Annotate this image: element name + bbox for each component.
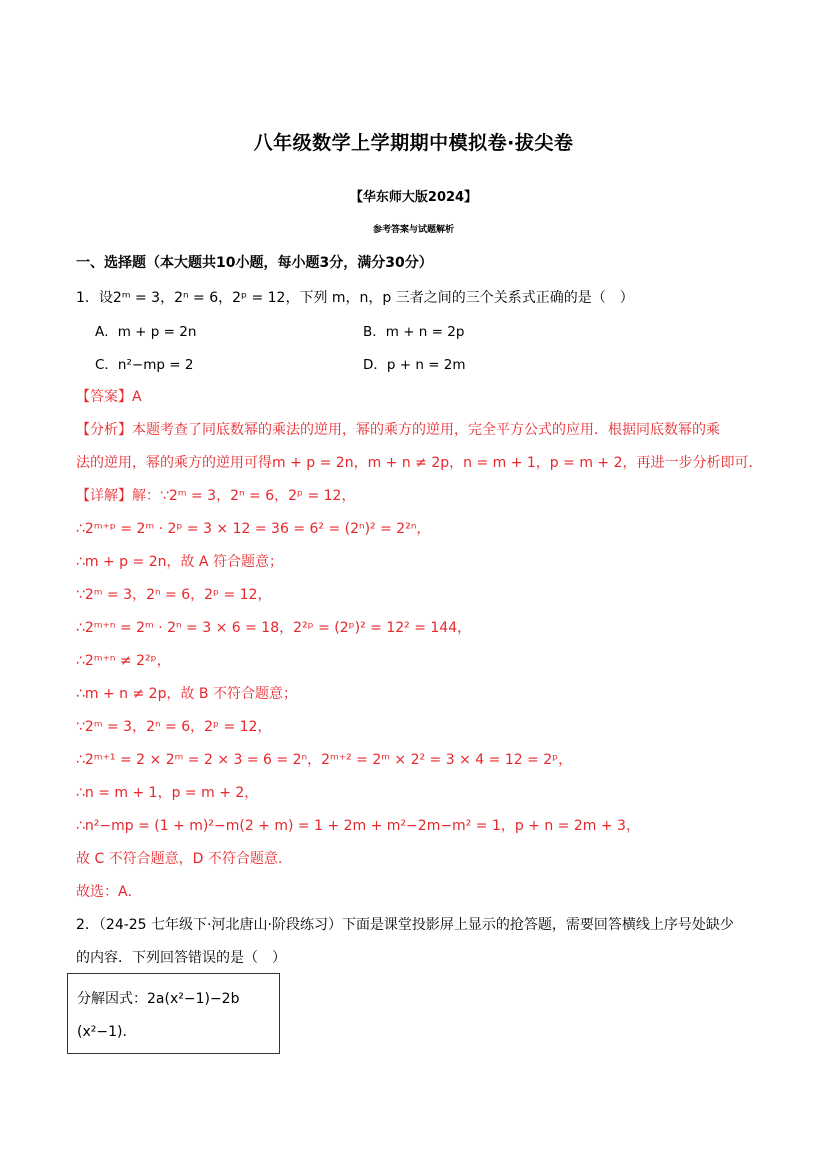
page-title: 八年级数学上学期期中模拟卷·拔尖卷 — [253, 132, 574, 154]
option-b: B．m + n = 2p — [363, 324, 465, 340]
question-2-stem-line-1: 2．（24-25 七年级下·河北唐山·阶段练习）下面是课堂投影屏上显示的抢答题，需要回答横线上序号处缺少 — [76, 917, 734, 933]
answer-label: 【答案】A — [76, 389, 142, 405]
detail-line-11: ∴n²−mp = (1 + m)²−m(2 + m) = 1 + 2m + m²−2m−m² = 1，p + n = 2m + 3， — [76, 818, 640, 834]
answer-caption: 参考答案与试题解析 — [372, 225, 454, 235]
detail-line-3: ∴m + p = 2n，故 A 符合题意； — [76, 554, 283, 570]
detail-line-6: ∴2ᵐ⁺ⁿ ≠ 2²ᵖ， — [76, 653, 171, 669]
option-a: A．m + p = 2n — [95, 324, 197, 340]
option-d: D．p + n = 2m — [363, 357, 466, 373]
question-1-stem: 1．设2ᵐ = 3，2ⁿ = 6，2ᵖ = 12，下列 m，n，p 三者之间的三个关系式正确的是（ ） — [76, 290, 634, 306]
detail-line-1: 【详解】解：∵2ᵐ = 3，2ⁿ = 6，2ᵖ = 12， — [76, 488, 356, 504]
detail-line-2: ∴2ᵐ⁺ᵖ = 2ᵐ · 2ᵖ = 3 × 12 = 36 = 6² = (2ⁿ)² = 2²ⁿ， — [76, 521, 431, 537]
detail-line-5: ∴2ᵐ⁺ⁿ = 2ᵐ · 2ⁿ = 3 × 6 = 18，2²ᵖ = (2ᵖ)² = 12² = 144， — [76, 620, 472, 636]
detail-line-9: ∴2ᵐ⁺¹ = 2 × 2ᵐ = 2 × 3 = 6 = 2ⁿ，2ᵐ⁺² = 2ᵐ × 2² = 3 × 4 = 12 = 2ᵖ， — [76, 752, 573, 768]
detail-line-10: ∴n = m + 1，p = m + 2， — [76, 785, 259, 801]
detail-line-12: 故 C 不符合题意，D 不符合题意. — [76, 851, 283, 867]
edition-label: 【华东师大版2024】 — [349, 190, 478, 205]
projector-question-box — [67, 973, 280, 1054]
question-2-stem-line-2: 的内容．下列回答错误的是（ ） — [76, 950, 286, 966]
detail-line-8: ∵2ᵐ = 3，2ⁿ = 6，2ᵖ = 12， — [76, 719, 272, 735]
conclusion-line: 故选：A． — [76, 884, 142, 900]
analysis-line-1: 【分析】本题考查了同底数幂的乘法的逆用，幂的乘方的逆用，完全平方公式的应用．根据同底数幂的乘 — [76, 422, 720, 438]
detail-line-7: ∴m + n ≠ 2p，故 B 不符合题意； — [76, 686, 297, 702]
analysis-line-2: 法的逆用，幂的乘方的逆用可得m + p = 2n，m + n ≠ 2p，n = m + 1，p = m + 2，再进一步分析即可． — [76, 455, 763, 471]
detail-line-4: ∵2ᵐ = 3，2ⁿ = 6，2ᵖ = 12， — [76, 587, 272, 603]
box-line-1: 分解因式：2a(x²−1)−2b — [77, 991, 240, 1007]
section-heading: 一、选择题（本大题共10小题，每小题3分，满分30分） — [76, 255, 433, 271]
box-line-2: (x²−1)． — [77, 1024, 137, 1040]
option-c: C．n²−mp = 2 — [95, 357, 194, 373]
